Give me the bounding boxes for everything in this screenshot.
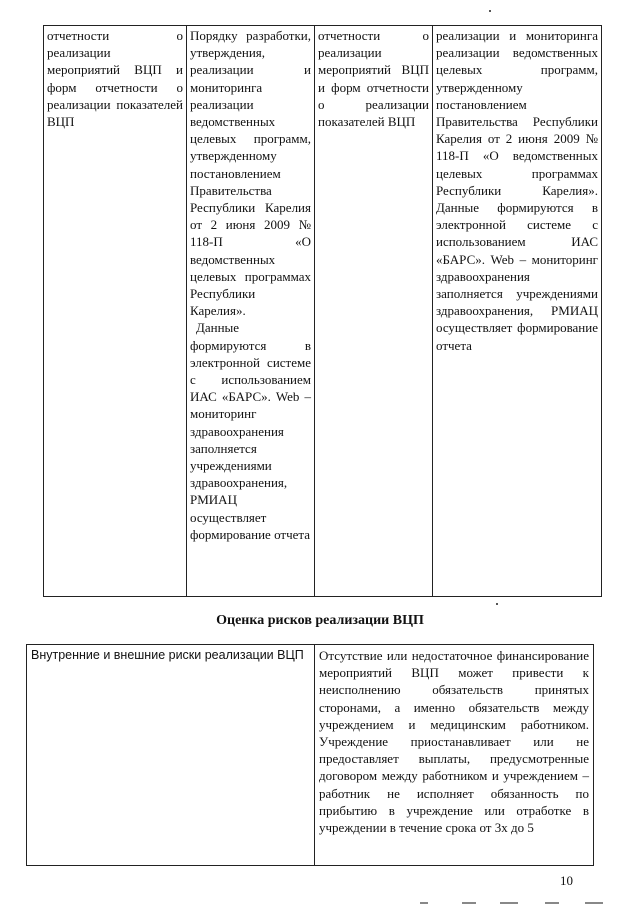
risk-label-cell: Внутренние и внешние риски реализации ВЦП (27, 645, 315, 866)
table-row (27, 645, 594, 866)
table-row (44, 26, 602, 597)
table-cell-reporting-forms (44, 26, 187, 597)
risk-description-cell: Отсутствие или недостаточное финансирование мероприятий ВЦП может привести к неисполнению обязательств принятых сторонами, а именно обязательств между учреждением и медицинским работником. Учреждение приостанавливает или не предоставляет выплаты, предусмотренные договором между работником и учреждением – работник не исполняет обязанность по прибытию в учреждение или отработке в учреждении в течение срока от 3х до 5 (315, 645, 594, 866)
scan-artifact (462, 902, 476, 904)
scan-artifact (585, 902, 603, 904)
scan-artifact (420, 902, 428, 904)
cell-text: Порядку разработки, утверждения, реализации и мониторинга реализации ведомственных целевых программ, утвержденному постановлением Правительства Республики Карелия от 2 июня 2009 № 118-П «О ведомственных целевых программах Республики Карелия». (190, 28, 311, 319)
section-title: Оценка рисков реализации ВЦП (216, 613, 424, 628)
table-cell-procedure (187, 26, 315, 597)
cell-text-data-formation: Данные формируются в электронной системе с использованием ИАС «БАРС». Web – мониторинг здравоохранения заполняется учреждениями здравоохранения, РМИАЦ осуществляет формирование отчета (190, 320, 311, 542)
cell-text: реализации и мониторинга реализации ведомственных целевых программ, утвержденному постановлением Правительства Республики Карелия от 2 июня 2009 № 118-П «О ведомственных целевых программах Республики Карелия». Данные формируются в электронной системе с использованием ИАС «БАРС». Web – мониторинг здравоохранения заполняется учреждениями здравоохранения, РМИАЦ осуществляет формирование отчета (436, 28, 598, 353)
cell-text: отчетности о реализации мероприятий ВЦП и форм отчетности о реализации показателей ВЦП (47, 28, 183, 130)
report-procedure-table (43, 25, 602, 597)
scan-artifact (545, 902, 559, 904)
scan-speck (496, 603, 498, 605)
scan-artifact (500, 902, 518, 904)
table-cell-reporting-forms-2 (315, 26, 433, 597)
table-cell-monitoring (433, 26, 602, 597)
scan-speck (489, 10, 491, 12)
risk-assessment-table (26, 644, 594, 866)
cell-text: отчетности о реализации мероприятий ВЦП и форм отчетности о реализации показателей ВЦП (318, 28, 429, 130)
page-number: 10 (560, 873, 573, 888)
